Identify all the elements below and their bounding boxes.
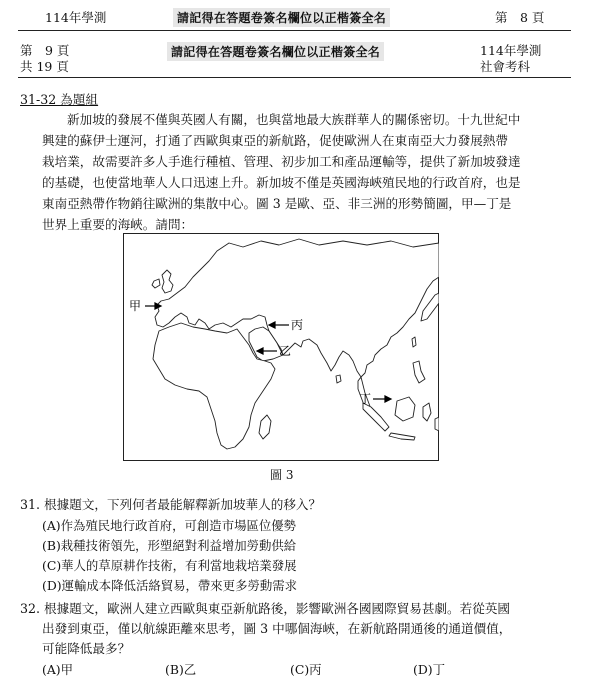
figure-caption: 圖 3 <box>270 468 294 482</box>
label-strait-b: 乙 <box>279 344 292 358</box>
sign-reminder: 請記得在答題卷簽名欄位以正楷簽全名 <box>167 42 384 61</box>
passage-line: 的基礎，也使當地華人人口迅速上升。新加坡不僅是英國海峽殖民地的行政首府，也是 <box>42 175 521 190</box>
total-pages: 共 19 頁 <box>20 59 69 74</box>
figure-3-map <box>123 233 439 461</box>
question-32-option-d[interactable]: (D)丁 <box>413 662 445 677</box>
label-strait-c: 丙 <box>291 318 304 332</box>
subject-name: 社會考科 <box>480 59 531 74</box>
question-31 <box>20 494 321 513</box>
question-32-option-a[interactable]: (A)甲 <box>42 662 74 677</box>
passage-line: 興建的蘇伊士運河，打通了西歐與東亞的新航路，促使歐洲人在東南亞大力發展熱帶 <box>42 133 508 148</box>
question-31-number: 31. <box>20 497 41 512</box>
question-32-option-c[interactable]: (C)丙 <box>290 662 322 677</box>
header-rule <box>18 77 571 78</box>
question-32-stem-line: 可能降低最多？ <box>42 641 131 656</box>
page-number: 第 9 頁 <box>20 43 70 58</box>
question-31-option-b[interactable]: (B)栽種技術領先，形塑絕對利益增加勞動供給 <box>42 538 297 553</box>
exam-name: 114年學測 <box>480 43 542 58</box>
top-header-sign-reminder: 請記得在答題卷簽名欄位以正楷簽全名 <box>173 8 390 27</box>
passage-line: 東南亞熱帶作物銷往歐洲的集散中心。圖 3 是歐、亞、非三洲的形勢簡圖，甲—丁是 <box>42 196 512 211</box>
question-32 <box>20 598 510 617</box>
question-group-label: 31-32 為題組 <box>20 92 99 107</box>
question-31-option-c[interactable]: (C)華人的草原耕作技術，有利當地栽培業發展 <box>42 558 297 573</box>
passage-line: 栽培業，故需要許多人手進行種植、管理、初步加工和產品運輸等，提供了新加坡發達 <box>42 154 521 169</box>
label-strait-a: 甲 <box>129 299 142 313</box>
top-header-rule <box>18 30 571 31</box>
passage-line: 新加坡的發展不僅與英國人有關，也與當地最大族群華人的關係密切。十九世紀中 <box>67 112 521 127</box>
label-strait-d: 丁 <box>359 392 372 406</box>
passage <box>42 109 542 235</box>
passage-line: 世界上重要的海峽。請問： <box>42 217 194 232</box>
new-guinea <box>435 417 439 431</box>
question-31-option-a[interactable]: (A)作為殖民地行政首府，可創造市場區位優勢 <box>42 518 297 533</box>
borneo <box>395 397 415 421</box>
top-header-page-number: 第 8 頁 <box>495 10 545 25</box>
question-31-option-d[interactable]: (D)運輸成本降低活絡貿易，帶來更多勞動需求 <box>42 578 298 593</box>
sri-lanka <box>336 375 341 383</box>
question-32-stem-line: 出發到東亞，僅以航線距離來思考，圖 3 中哪個海峽，在新航路開通後的通道價值， <box>42 621 512 636</box>
question-32-number: 32. <box>20 601 41 616</box>
top-header-exam: 114年學測 <box>45 10 107 25</box>
question-32-option-b[interactable]: (B)乙 <box>165 662 197 677</box>
taiwan <box>412 337 416 347</box>
question-31-stem: 根據題文，下列何者最能解釋新加坡華人的移入？ <box>44 497 322 512</box>
question-32-stem-line: 根據題文，歐洲人建立西歐與東亞新航路後，影響歐洲各國國際貿易甚劇。若從英國 <box>44 601 511 616</box>
